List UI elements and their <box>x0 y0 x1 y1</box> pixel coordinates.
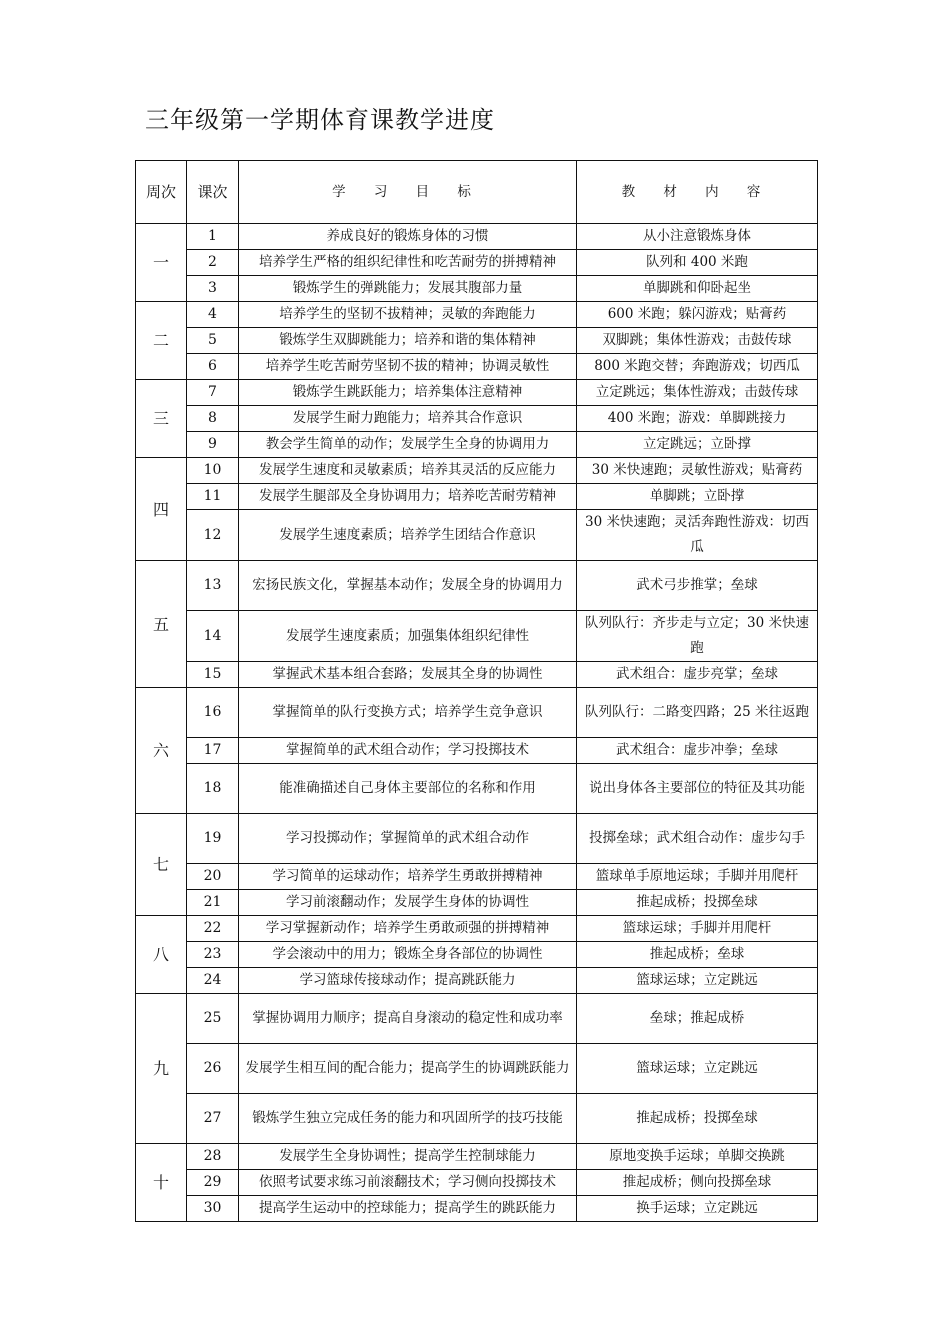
table-row <box>136 328 818 354</box>
lesson-number-cell: 20 <box>187 864 239 890</box>
content-cell: 400 米跑；游戏：单脚跳接力 <box>577 406 818 432</box>
week-cell: 四 <box>136 458 187 561</box>
goal-cell: 发展学生耐力跑能力；培养其合作意识 <box>239 406 577 432</box>
lesson-number-cell: 14 <box>187 611 239 662</box>
header-goal: 学 习 目 标 <box>239 161 577 224</box>
content-cell: 单脚跳和仰卧起坐 <box>577 276 818 302</box>
header-lesson: 课次 <box>187 161 239 224</box>
goal-cell: 掌握武术基本组合套路；发展其全身的协调性 <box>239 662 577 688</box>
lesson-number-cell: 28 <box>187 1144 239 1170</box>
lesson-number-cell: 30 <box>187 1196 239 1222</box>
table-row <box>136 458 818 484</box>
table-row <box>136 864 818 890</box>
content-cell: 立定跳远；立卧撑 <box>577 432 818 458</box>
table-row <box>136 302 818 328</box>
goal-cell: 能准确描述自己身体主要部位的名称和作用 <box>239 764 577 814</box>
lesson-number-cell: 22 <box>187 916 239 942</box>
lesson-number-cell: 10 <box>187 458 239 484</box>
table-row <box>136 432 818 458</box>
goal-cell: 教会学生简单的动作；发展学生全身的协调用力 <box>239 432 577 458</box>
lesson-number-cell: 12 <box>187 510 239 561</box>
content-cell: 从小注意锻炼身体 <box>577 224 818 250</box>
goal-cell: 培养学生的坚韧不拔精神；灵敏的奔跑能力 <box>239 302 577 328</box>
lesson-number-cell: 24 <box>187 968 239 994</box>
table-row <box>136 380 818 406</box>
goal-cell: 学习掌握新动作；培养学生勇敢顽强的拼搏精神 <box>239 916 577 942</box>
table-row <box>136 561 818 611</box>
lesson-number-cell: 15 <box>187 662 239 688</box>
content-cell: 投掷垒球；武术组合动作：虚步勾手 <box>577 814 818 864</box>
content-cell: 说出身体各主要部位的特征及其功能 <box>577 764 818 814</box>
content-cell: 篮球运球；手脚并用爬杆 <box>577 916 818 942</box>
table-row <box>136 1094 818 1144</box>
lesson-number-cell: 6 <box>187 354 239 380</box>
content-cell: 武术弓步推掌；垒球 <box>577 561 818 611</box>
table-row <box>136 250 818 276</box>
week-cell: 九 <box>136 994 187 1144</box>
table-row <box>136 1196 818 1222</box>
table-row <box>136 1170 818 1196</box>
table-row <box>136 688 818 738</box>
lesson-number-cell: 26 <box>187 1044 239 1094</box>
goal-cell: 锻炼学生的弹跳能力；发展其腹部力量 <box>239 276 577 302</box>
goal-cell: 学习投掷动作；掌握简单的武术组合动作 <box>239 814 577 864</box>
goal-cell: 宏扬民族文化，掌握基本动作；发展全身的协调用力 <box>239 561 577 611</box>
table-row <box>136 942 818 968</box>
week-cell: 七 <box>136 814 187 916</box>
table-row <box>136 276 818 302</box>
header-content: 教 材 内 容 <box>577 161 818 224</box>
lesson-number-cell: 5 <box>187 328 239 354</box>
content-cell: 推起成桥；垒球 <box>577 942 818 968</box>
goal-cell: 培养学生严格的组织纪律性和吃苦耐劳的拼搏精神 <box>239 250 577 276</box>
table-row <box>136 611 818 662</box>
goal-cell: 发展学生速度素质；加强集体组织纪律性 <box>239 611 577 662</box>
content-cell: 队列队行：二路变四路；25 米往返跑 <box>577 688 818 738</box>
goal-cell: 锻炼学生双脚跳能力；培养和谐的集体精神 <box>239 328 577 354</box>
lesson-number-cell: 27 <box>187 1094 239 1144</box>
goal-cell: 发展学生速度素质；培养学生团结合作意识 <box>239 510 577 561</box>
content-cell: 武术组合：虚步冲拳；垒球 <box>577 738 818 764</box>
week-cell: 六 <box>136 688 187 814</box>
lesson-number-cell: 2 <box>187 250 239 276</box>
week-cell: 五 <box>136 561 187 688</box>
lesson-number-cell: 21 <box>187 890 239 916</box>
lesson-number-cell: 29 <box>187 1170 239 1196</box>
goal-cell: 发展学生全身协调性；提高学生控制球能力 <box>239 1144 577 1170</box>
content-cell: 原地变换手运球；单脚交换跳 <box>577 1144 818 1170</box>
table-body <box>136 224 818 1222</box>
table-row <box>136 890 818 916</box>
lesson-number-cell: 4 <box>187 302 239 328</box>
lesson-number-cell: 9 <box>187 432 239 458</box>
lesson-number-cell: 8 <box>187 406 239 432</box>
table-row <box>136 738 818 764</box>
content-cell: 换手运球；立定跳远 <box>577 1196 818 1222</box>
page-title: 三年级第一学期体育课教学进度 <box>145 106 495 134</box>
table-row <box>136 662 818 688</box>
lesson-number-cell: 18 <box>187 764 239 814</box>
table-row <box>136 994 818 1044</box>
content-cell: 30 米快速跑；灵活奔跑性游戏：切西瓜 <box>577 510 818 561</box>
goal-cell: 养成良好的锻炼身体的习惯 <box>239 224 577 250</box>
content-cell: 队列和 400 米跑 <box>577 250 818 276</box>
goal-cell: 发展学生相互间的配合能力；提高学生的协调跳跃能力 <box>239 1044 577 1094</box>
lesson-number-cell: 17 <box>187 738 239 764</box>
content-cell: 垒球；推起成桥 <box>577 994 818 1044</box>
lesson-number-cell: 16 <box>187 688 239 738</box>
goal-cell: 学习前滚翻动作；发展学生身体的协调性 <box>239 890 577 916</box>
table-row <box>136 224 818 250</box>
goal-cell: 提高学生运动中的控球能力；提高学生的跳跃能力 <box>239 1196 577 1222</box>
content-cell: 队列队行：齐步走与立定；30 米快速跑 <box>577 611 818 662</box>
table-row <box>136 1144 818 1170</box>
goal-cell: 学习篮球传接球动作；提高跳跃能力 <box>239 968 577 994</box>
content-cell: 30 米快速跑；灵敏性游戏；贴膏药 <box>577 458 818 484</box>
goal-cell: 发展学生速度和灵敏素质；培养其灵活的反应能力 <box>239 458 577 484</box>
goal-cell: 学习简单的运球动作；培养学生勇敢拼搏精神 <box>239 864 577 890</box>
content-cell: 篮球单手原地运球；手脚并用爬杆 <box>577 864 818 890</box>
content-cell: 800 米跑交替；奔跑游戏；切西瓜 <box>577 354 818 380</box>
goal-cell: 掌握简单的武术组合动作；学习投掷技术 <box>239 738 577 764</box>
goal-cell: 发展学生腿部及全身协调用力；培养吃苦耐劳精神 <box>239 484 577 510</box>
table-row <box>136 916 818 942</box>
content-cell: 单脚跳；立卧撑 <box>577 484 818 510</box>
content-cell: 篮球运球；立定跳远 <box>577 1044 818 1094</box>
table-row <box>136 764 818 814</box>
week-cell: 十 <box>136 1144 187 1222</box>
goal-cell: 培养学生吃苦耐劳坚韧不拔的精神；协调灵敏性 <box>239 354 577 380</box>
table-row <box>136 406 818 432</box>
lesson-number-cell: 23 <box>187 942 239 968</box>
table-row <box>136 484 818 510</box>
schedule-table <box>135 160 818 1222</box>
week-cell: 八 <box>136 916 187 994</box>
content-cell: 武术组合：虚步亮掌；垒球 <box>577 662 818 688</box>
goal-cell: 掌握简单的队行变换方式；培养学生竞争意识 <box>239 688 577 738</box>
table-row <box>136 1044 818 1094</box>
goal-cell: 掌握协调用力顺序；提高自身滚动的稳定性和成功率 <box>239 994 577 1044</box>
lesson-number-cell: 11 <box>187 484 239 510</box>
table-row <box>136 510 818 561</box>
lesson-number-cell: 25 <box>187 994 239 1044</box>
lesson-number-cell: 19 <box>187 814 239 864</box>
lesson-number-cell: 13 <box>187 561 239 611</box>
week-cell: 一 <box>136 224 187 302</box>
content-cell: 600 米跑；躲闪游戏；贴膏药 <box>577 302 818 328</box>
lesson-number-cell: 3 <box>187 276 239 302</box>
week-cell: 二 <box>136 302 187 380</box>
goal-cell: 学会滚动中的用力；锻炼全身各部位的协调性 <box>239 942 577 968</box>
goal-cell: 依照考试要求练习前滚翻技术；学习侧向投掷技术 <box>239 1170 577 1196</box>
content-cell: 推起成桥；侧向投掷垒球 <box>577 1170 818 1196</box>
table-row <box>136 814 818 864</box>
table-header-row <box>136 161 818 224</box>
goal-cell: 锻炼学生跳跃能力；培养集体注意精神 <box>239 380 577 406</box>
table-row <box>136 968 818 994</box>
lesson-number-cell: 1 <box>187 224 239 250</box>
content-cell: 立定跳远；集体性游戏；击鼓传球 <box>577 380 818 406</box>
lesson-number-cell: 7 <box>187 380 239 406</box>
content-cell: 双脚跳；集体性游戏；击鼓传球 <box>577 328 818 354</box>
week-cell: 三 <box>136 380 187 458</box>
header-week: 周次 <box>136 161 187 224</box>
goal-cell: 锻炼学生独立完成任务的能力和巩固所学的技巧技能 <box>239 1094 577 1144</box>
content-cell: 篮球运球；立定跳远 <box>577 968 818 994</box>
content-cell: 推起成桥；投掷垒球 <box>577 1094 818 1144</box>
content-cell: 推起成桥；投掷垒球 <box>577 890 818 916</box>
table-row <box>136 354 818 380</box>
